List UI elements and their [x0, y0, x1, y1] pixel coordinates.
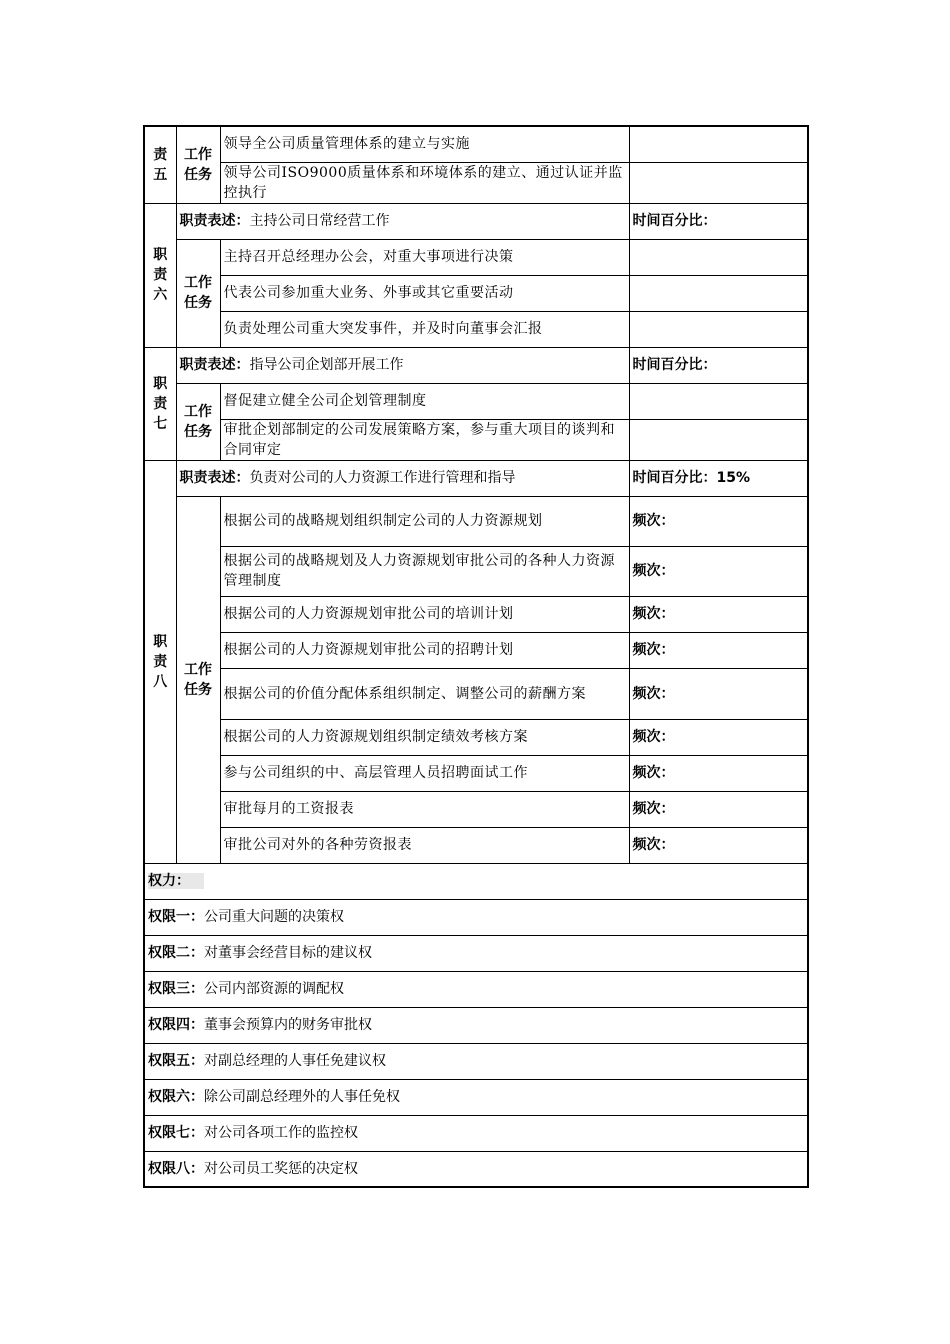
duty7-task-label: 工作 任务 — [176, 383, 220, 460]
duty8-task-3: 根据公司的人力资源规划审批公司的培训计划 — [220, 596, 629, 632]
power-7-label: 权限七： — [148, 1125, 204, 1141]
duty7-section-label: 职 责 七 — [144, 347, 176, 460]
power-6-label: 权限六： — [148, 1089, 204, 1105]
duty6-task-2: 代表公司参加重大业务、外事或其它重要活动 — [220, 275, 629, 311]
power-row-1 — [144, 899, 808, 935]
duty6-task-label: 工作 任务 — [176, 239, 220, 347]
power-5-text: 对副总经理的人事任免建议权 — [204, 1053, 386, 1069]
duty5-task-2-extra — [629, 162, 808, 203]
duty5-task-1: 领导全公司质量管理体系的建立与实施 — [220, 126, 629, 162]
duty8-task-1-frequency: 频次： — [629, 496, 808, 546]
power-row-2 — [144, 935, 808, 971]
power-1-text: 公司重大问题的决策权 — [204, 909, 344, 925]
duty8-task-4-frequency: 频次： — [629, 632, 808, 668]
duty6-time-percent: 时间百分比： — [629, 203, 808, 239]
duty8-time-percent: 时间百分比：15% — [629, 460, 808, 496]
duty8-task-9-frequency: 频次： — [629, 827, 808, 863]
duty8-task-9: 审批公司对外的各种劳资报表 — [220, 827, 629, 863]
power-6-text: 除公司副总经理外的人事任免权 — [204, 1089, 400, 1105]
duty6-desc-text: 主持公司日常经营工作 — [249, 213, 390, 229]
power-7-text: 对公司各项工作的监控权 — [204, 1125, 358, 1141]
duty8-task-5: 根据公司的价值分配体系组织制定、调整公司的薪酬方案 — [220, 668, 629, 719]
duty7-description — [176, 347, 629, 383]
power-4-text: 董事会预算内的财务审批权 — [204, 1017, 372, 1033]
power-5-label: 权限五： — [148, 1053, 204, 1069]
power-3-label: 权限三： — [148, 981, 204, 997]
duty8-desc-text: 负责对公司的人力资源工作进行管理和指导 — [249, 470, 516, 486]
power-2-label: 权限二： — [148, 945, 204, 961]
duty7-task-2: 审批企划部制定的公司发展策略方案，参与重大项目的谈判和合同审定 — [220, 419, 629, 460]
duty5-task-1-extra — [629, 126, 808, 162]
power-row-3 — [144, 971, 808, 1007]
power-row-5 — [144, 1043, 808, 1079]
duty8-task-label: 工作 任务 — [176, 496, 220, 863]
duty8-task-1: 根据公司的战略规划组织制定公司的人力资源规划 — [220, 496, 629, 546]
duty6-task-3: 负责处理公司重大突发事件，并及时向董事会汇报 — [220, 311, 629, 347]
duty6-task-3-extra — [629, 311, 808, 347]
duty8-task-3-frequency: 频次： — [629, 596, 808, 632]
duty7-desc-label: 职责表述： — [179, 357, 250, 373]
duty8-task-5-frequency: 频次： — [629, 668, 808, 719]
duty8-task-6: 根据公司的人力资源规划组织制定绩效考核方案 — [220, 719, 629, 755]
duty8-task-2: 根据公司的战略规划及人力资源规划审批公司的各种人力资源管理制度 — [220, 546, 629, 596]
power-8-text: 对公司员工奖惩的决定权 — [204, 1160, 358, 1177]
power-4-label: 权限四： — [148, 1017, 204, 1033]
duty-table — [143, 125, 809, 1188]
duty5-task-2: 领导公司ISO9000质量体系和环境体系的建立、通过认证并监控执行 — [220, 162, 629, 203]
duty8-task-7-frequency: 频次： — [629, 755, 808, 791]
power-2-text: 对董事会经营目标的建议权 — [204, 945, 372, 961]
power-row-7 — [144, 1115, 808, 1151]
power-row-8 — [144, 1151, 808, 1187]
duty7-desc-text: 指导公司企划部开展工作 — [249, 357, 404, 373]
duty7-task-2-extra — [629, 419, 808, 460]
powers-title-row — [144, 863, 808, 899]
duty8-task-8: 审批每月的工资报表 — [220, 791, 629, 827]
power-row-6 — [144, 1079, 808, 1115]
duty8-task-7: 参与公司组织的中、高层管理人员招聘面试工作 — [220, 755, 629, 791]
duty6-task-1: 主持召开总经理办公会，对重大事项进行决策 — [220, 239, 629, 275]
duty6-task-2-extra — [629, 275, 808, 311]
duty5-task-label: 工作 任务 — [176, 126, 220, 203]
duty8-task-4: 根据公司的人力资源规划审批公司的招聘计划 — [220, 632, 629, 668]
duty6-desc-label: 职责表述： — [179, 213, 250, 229]
power-3-text: 公司内部资源的调配权 — [204, 981, 344, 997]
duty6-description — [176, 203, 629, 239]
power-1-label: 权限一： — [148, 909, 204, 925]
duty8-task-8-frequency: 频次： — [629, 791, 808, 827]
power-row-4 — [144, 1007, 808, 1043]
duty7-task-1-extra — [629, 383, 808, 419]
duty8-task-2-frequency: 频次： — [629, 546, 808, 596]
powers-title: 权力： — [148, 873, 204, 889]
duty8-desc-label: 职责表述： — [179, 470, 250, 486]
duty5-section-label: 责 五 — [144, 126, 176, 203]
duty7-time-percent: 时间百分比： — [629, 347, 808, 383]
power-8-label: 权限八： — [148, 1160, 204, 1177]
duty8-section-label: 职 责 八 — [144, 460, 176, 863]
duty7-task-1: 督促建立健全公司企划管理制度 — [220, 383, 629, 419]
duty8-task-6-frequency: 频次： — [629, 719, 808, 755]
duty6-section-label: 职 责 六 — [144, 203, 176, 347]
duty6-task-1-extra — [629, 239, 808, 275]
duty8-description — [176, 460, 629, 496]
